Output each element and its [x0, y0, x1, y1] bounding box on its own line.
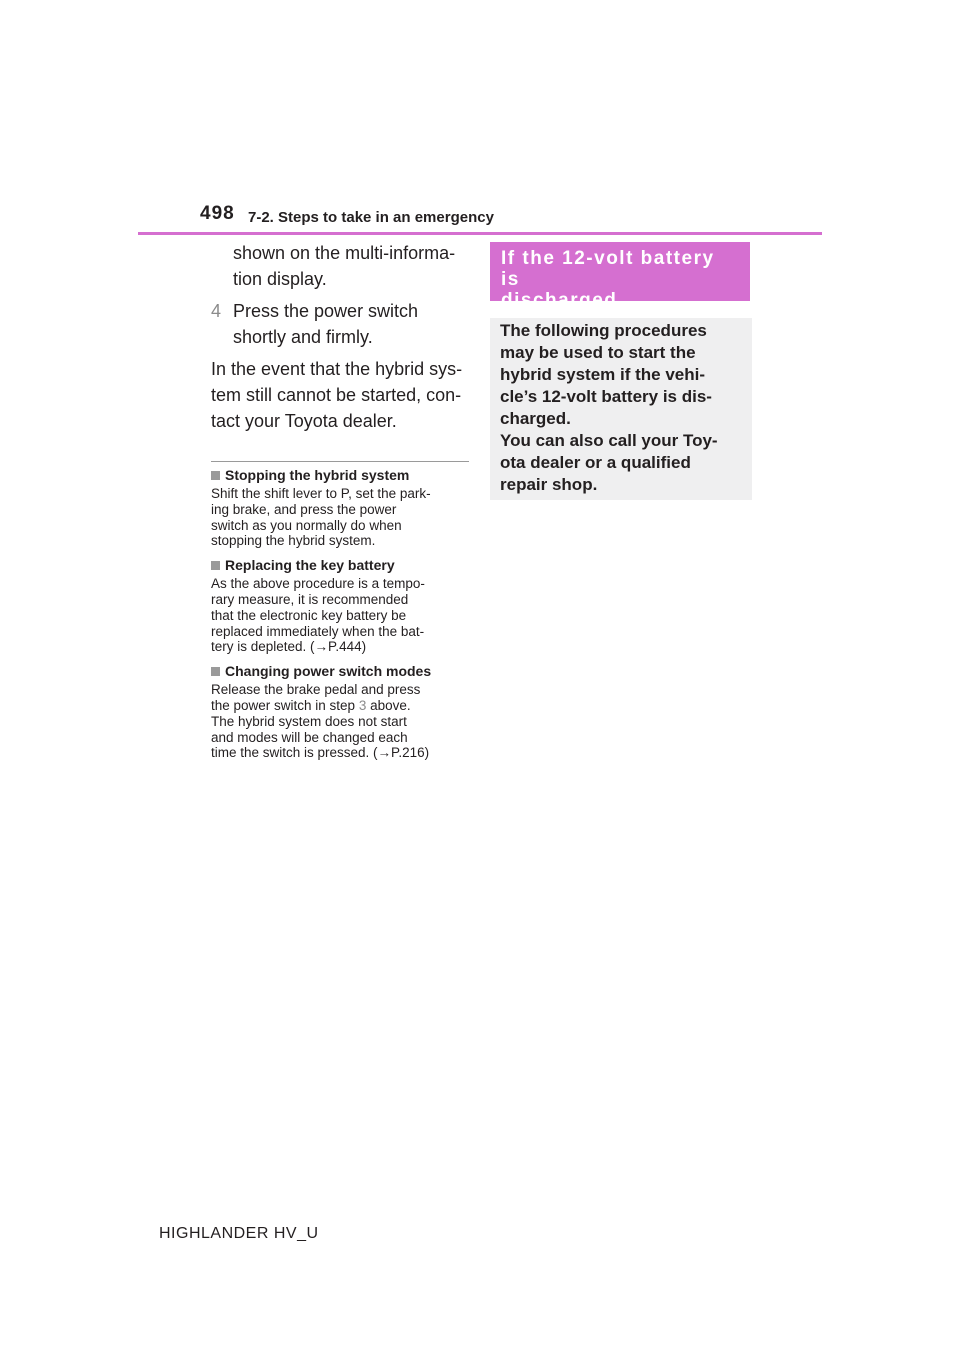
step-reference: 3: [358, 697, 367, 713]
info-box-title: If the 12-volt battery is discharged: [490, 242, 750, 301]
section-title: 7-2. Steps to take in an emergency: [248, 209, 494, 226]
step-4: [211, 298, 469, 350]
note-title: Changing power switch modes: [225, 663, 432, 680]
notes-divider: [211, 461, 469, 462]
header-rule: [138, 232, 822, 235]
note-title: Stopping the hybrid system: [225, 467, 410, 483]
note-changing-power-switch-modes: [211, 662, 469, 761]
note-title: Replacing the key battery: [225, 557, 395, 574]
continuation-text: shown on the multi-informa- tion display.: [233, 243, 456, 289]
square-bullet-icon: [211, 471, 220, 480]
footer-model: HIGHLANDER HV_U: [159, 1225, 319, 1242]
step-number: 4: [211, 301, 222, 321]
contact-dealer-paragraph: In the event that the hybrid sys- tem still cannot be started, con- tact your Toyota dealer.: [211, 359, 463, 431]
note-body: As the above procedure is a tempo- rary measure, it is recommended that the electronic key battery be replaced immediately when the bat- tery is depleted. (→P.444): [211, 576, 425, 655]
square-bullet-icon: [211, 667, 220, 676]
info-box-body: The following procedures may be used to start the hybrid system if the vehi- cle’s 12-volt battery is dis- charged. You can also call your Toy- ota dealer or a qualified repair shop.: [490, 318, 752, 500]
square-bullet-icon: [211, 561, 220, 570]
note-stopping-hybrid-system: [211, 466, 469, 549]
step-text: Press the power switch shortly and firmly.: [233, 301, 419, 347]
note-body-part2: above. The hybrid system does not start and modes will be changed each time the switch is pressed. (→P.216): [211, 697, 430, 761]
note-body: [211, 682, 469, 761]
note-body-part1: Release the brake pedal and press the power switch in step: [211, 682, 421, 713]
page-number: 498: [200, 203, 235, 224]
note-body: Shift the shift lever to P, set the park- ing brake, and press the power switch as you normally do when stopping the hybrid system.: [211, 486, 431, 549]
note-replacing-key-battery: [211, 556, 469, 655]
left-column: [211, 240, 469, 768]
